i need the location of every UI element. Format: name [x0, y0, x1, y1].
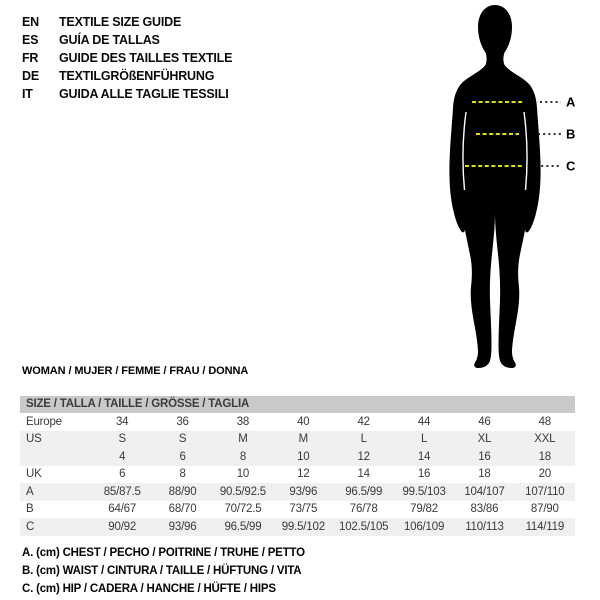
- size-cell: 34: [115, 415, 129, 428]
- woman-silhouette-svg: [420, 0, 600, 380]
- size-cell: 114/119: [525, 520, 565, 533]
- size-cell: 96.5/99: [345, 485, 383, 498]
- language-row: [22, 13, 232, 31]
- language-row: [22, 67, 232, 85]
- size-cell: 107/110: [525, 485, 565, 498]
- size-cell: 40: [297, 415, 310, 428]
- size-cell: 70/72.5: [224, 503, 262, 516]
- measure-label-hip: C: [566, 158, 576, 174]
- size-cell: L: [420, 433, 428, 446]
- size-cell: 90/92: [108, 520, 137, 533]
- size-cell: 20: [538, 468, 552, 481]
- size-cell: 46: [478, 415, 491, 428]
- row-label: US: [26, 433, 42, 446]
- size-cell: 104/107: [464, 485, 505, 498]
- size-cell: 93/96: [168, 520, 197, 533]
- language-row: [22, 49, 232, 67]
- size-cell: M: [298, 433, 308, 446]
- size-cell: 99.5/102: [281, 520, 325, 533]
- language-list: [22, 13, 232, 103]
- size-cell: 16: [417, 468, 431, 481]
- size-cell: 76/78: [349, 503, 378, 516]
- row-label: C: [26, 520, 35, 533]
- size-cell: L: [360, 433, 367, 446]
- size-cell: 18: [538, 450, 552, 463]
- size-cell: 96.5/99: [224, 520, 262, 533]
- language-label: TEXTILGRÖßENFÜHRUNG: [59, 69, 215, 83]
- size-cell: 99.5/103: [402, 485, 446, 498]
- size-cell: 106/109: [403, 520, 445, 533]
- size-cell: 4: [119, 450, 126, 463]
- size-cell: 14: [357, 468, 370, 481]
- language-code: EN: [22, 15, 39, 29]
- language-code: ES: [22, 33, 39, 47]
- size-cell: 10: [297, 450, 310, 463]
- table-row: [20, 518, 575, 536]
- section-title: WOMAN / MUJER / FEMME / FRAU / DONNA: [22, 365, 249, 377]
- table-row: [20, 448, 575, 466]
- legend-waist: B. (cm) WAIST / CINTURA / TAILLE / HÜFTUNG / VITA: [22, 565, 302, 577]
- size-cell: 110/113: [465, 520, 504, 533]
- language-label: TEXTILE SIZE GUIDE: [59, 15, 182, 29]
- size-cell: 8: [179, 468, 186, 481]
- size-cell: 10: [236, 468, 250, 481]
- language-row: [22, 31, 232, 49]
- size-cell: 73/75: [289, 503, 318, 516]
- size-cell: 16: [478, 450, 491, 463]
- table-row: [20, 501, 575, 519]
- size-cell: XL: [477, 433, 492, 446]
- size-cell: 85/87.5: [103, 485, 141, 498]
- size-cell: 36: [176, 415, 189, 428]
- size-table: [20, 396, 575, 536]
- language-code: FR: [22, 51, 39, 65]
- size-cell: 6: [179, 450, 186, 463]
- table-row: [20, 413, 575, 431]
- row-label: UK: [26, 468, 42, 481]
- size-cell: S: [118, 433, 126, 446]
- language-row: [22, 85, 232, 103]
- size-cell: 6: [119, 468, 126, 481]
- size-cell: S: [178, 433, 187, 446]
- size-cell: 48: [538, 415, 552, 428]
- size-cell: M: [238, 433, 248, 446]
- measure-label-chest: A: [566, 94, 576, 110]
- measurement-legend: [22, 544, 305, 598]
- size-cell: 64/67: [108, 503, 137, 516]
- size-cell: 90.5/92.5: [219, 485, 267, 498]
- language-label: GUIDE DES TAILLES TEXTILE: [59, 51, 233, 65]
- size-cell: 87/90: [530, 503, 559, 516]
- size-cell: 83/86: [470, 503, 499, 516]
- measure-label-waist: B: [566, 126, 576, 142]
- table-row: [20, 466, 575, 484]
- size-cell: 8: [239, 450, 247, 463]
- size-cell: 93/96: [289, 485, 318, 498]
- language-label: GUÍA DE TALLAS: [59, 33, 160, 47]
- legend-hip: C. (cm) HIP / CADERA / HANCHE / HÜFTE / HIPS: [22, 583, 276, 595]
- size-cell: XXL: [534, 433, 556, 446]
- language-code: IT: [22, 87, 33, 101]
- size-cell: 102.5/105: [339, 520, 389, 533]
- table-row: [20, 431, 575, 449]
- size-table-rows: [20, 413, 575, 536]
- size-cell: 68/70: [168, 503, 197, 516]
- size-cell: 44: [417, 415, 431, 428]
- row-label: B: [26, 503, 34, 516]
- size-cell: 12: [357, 450, 370, 463]
- row-label: Europe: [26, 415, 62, 428]
- language-code: DE: [22, 69, 39, 83]
- size-cell: 12: [297, 468, 310, 481]
- woman-silhouette: [449, 5, 540, 368]
- legend-chest: A. (cm) CHEST / PECHO / POITRINE / TRUHE / PETTO: [22, 547, 305, 559]
- size-cell: 79/82: [410, 503, 438, 516]
- size-cell: 18: [478, 468, 491, 481]
- language-label: GUIDA ALLE TAGLIE TESSILI: [59, 87, 229, 101]
- size-cell: 42: [357, 415, 370, 428]
- size-cell: 88/90: [168, 485, 197, 498]
- measurement-figure: [420, 0, 600, 380]
- size-cell: 38: [236, 415, 250, 428]
- table-row: [20, 483, 575, 501]
- row-label: A: [26, 485, 34, 498]
- size-table-header: SIZE / TALLA / TAILLE / GRÖSSE / TAGLIA: [20, 396, 575, 413]
- size-cell: 14: [417, 450, 431, 463]
